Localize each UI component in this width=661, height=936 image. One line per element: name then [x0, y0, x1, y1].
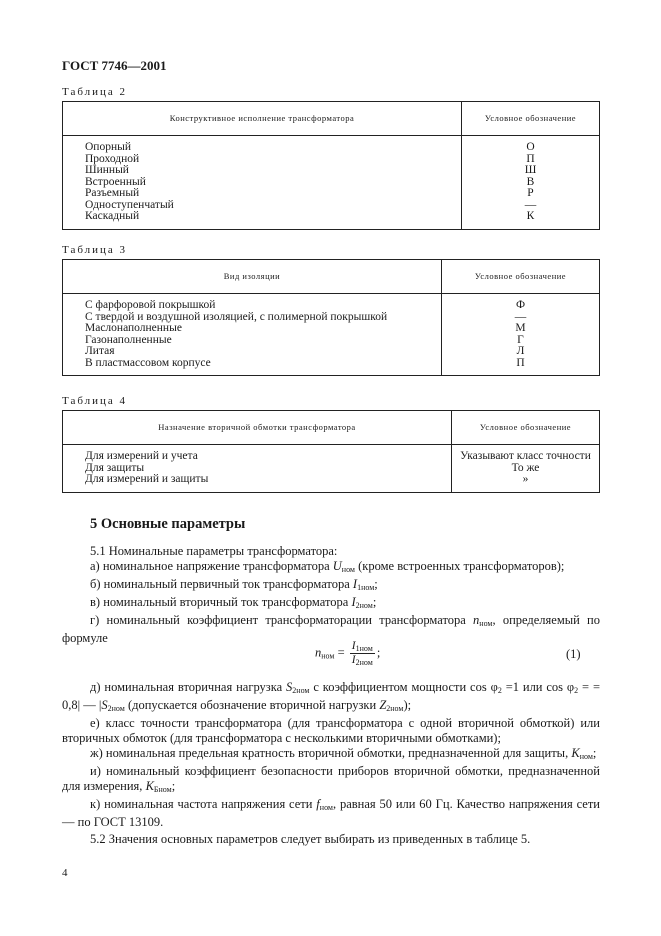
list-item: С фарфоровой покрышкой: [85, 299, 216, 311]
paragraph-5-2: 5.2 Значения основных параметров следует выбирать из приведенных в таблице 5.: [90, 832, 531, 846]
table3-col2-header: Условное обозначение: [442, 260, 600, 294]
list-item: Л: [516, 345, 525, 357]
table3-codes: [442, 294, 600, 376]
list-item: Каскадный: [85, 210, 140, 222]
table3: [62, 259, 600, 376]
section-heading: 5 Основные параметры: [90, 516, 246, 532]
item-g: г) номинальный коэффициент трансформаторации трансформатора $n_{ном}$, определяемый по формуле: [62, 613, 600, 645]
page-number: 4: [62, 867, 68, 879]
section-body-top: [62, 544, 600, 646]
list-item: —: [514, 310, 527, 323]
list-item: Для измерений и защиты: [85, 473, 209, 485]
table4-col1-header: Назначение вторичной обмотки трансформатора: [63, 411, 452, 445]
table3-names: [63, 294, 442, 376]
table2-caption: Таблица 2: [62, 86, 128, 98]
list-item: Одноступенчатый: [85, 198, 174, 211]
table3-caption: Таблица 3: [62, 244, 128, 256]
list-item: Для защиты: [85, 461, 145, 474]
list-item: К: [526, 210, 535, 222]
item-k: к) номинальная частота напряжения сети $f_{ном}$, равная 50 или 60 Гц. Качество напряжения сети — по ГОСТ 13109.: [62, 797, 600, 829]
list-item: —: [524, 198, 537, 211]
list-item: Проходной: [85, 152, 140, 165]
item-e: е) класс точности трансформатора (для трансформатора с одной вторичной обмоткой) или вторичных обмоток (для трансформатора с несколькими вторичными обмотками);: [62, 716, 600, 745]
formula-1: $n_{ном}$ = $\frac{I_{1ном}}{I_{2ном}}$ ;: [315, 640, 381, 667]
table4-col2-header: Условное обозначение: [452, 411, 600, 445]
list-item: П: [516, 356, 525, 369]
table4-names: [63, 445, 452, 493]
item-v: в) номинальный вторичный ток трансформатора $I_{2ном}$;: [90, 595, 377, 610]
list-item: М: [515, 322, 526, 334]
table2-codes: [462, 136, 600, 230]
table4: [62, 410, 600, 493]
table4-caption: Таблица 4: [62, 395, 128, 407]
list-item: С твердой и воздушной изоляцией, с полимерной покрышкой: [85, 310, 388, 323]
table2: [62, 101, 600, 230]
list-item: П: [526, 152, 535, 165]
list-item: Опорный: [85, 141, 131, 153]
list-item: То же: [511, 461, 540, 474]
list-item: В пластмассовом корпусе: [85, 356, 211, 369]
list-item: Указывают класс точности: [460, 450, 591, 462]
item-zh: ж) номинальная предельная кратность вторичной обмотки, предназначенной для защиты, $K_{ном}$;: [90, 746, 597, 761]
item-d: д) номинальная вторичная нагрузка $S_{2ном}$ с коэффициентом мощности $\cos \varphi_2 =1$ или $\cos \varphi_2$ = = 0,8| — $|S_{2ном}$ (допускается обозначение вторичной нагрузки $Z_{2ном}$);: [62, 680, 600, 713]
item-a: а) номинальное напряжение трансформатора $U_{ном}$ (кроме встроенных трансформаторов);: [90, 559, 565, 574]
table2-col1-header: Конструктивное исполнение трансформатора: [63, 102, 462, 136]
list-item: Газонаполненные: [85, 333, 172, 346]
item-b: б) номинальный первичный ток трансформатора $I_{1ном}$;: [90, 577, 378, 592]
list-item: Литая: [85, 345, 115, 357]
table4-codes: [452, 445, 600, 493]
list-item: Встроенный: [85, 175, 146, 188]
formula-fraction: $\frac{I_{1ном}}{I_{2ном}}$: [351, 640, 373, 667]
list-item: В: [526, 175, 535, 188]
list-item: Г: [517, 333, 524, 346]
list-item: Маслонаполненные: [85, 322, 182, 334]
list-item: Разъемный: [85, 187, 140, 199]
list-item: Ш: [524, 164, 537, 176]
list-item: Шинный: [85, 164, 129, 176]
paragraph-5-1: 5.1 Номинальные параметры трансформатора:: [90, 544, 338, 558]
section-body-bottom: [62, 680, 600, 847]
list-item: »: [522, 473, 529, 485]
table2-col2-header: Условное обозначение: [462, 102, 600, 136]
list-item: Р: [527, 187, 534, 199]
table3-col1-header: Вид изоляции: [63, 260, 442, 294]
list-item: О: [526, 141, 535, 153]
item-i: и) номинальный коэффициент безопасности приборов вторичной обмотки, предназначенной для измерения, $K_{Бном}$;: [62, 764, 600, 794]
list-item: Для измерений и учета: [85, 450, 198, 462]
document-header: ГОСТ 7746—2001: [62, 58, 167, 73]
table2-names: [63, 136, 462, 230]
list-item: Ф: [515, 299, 526, 311]
formula-number: (1): [566, 647, 581, 661]
